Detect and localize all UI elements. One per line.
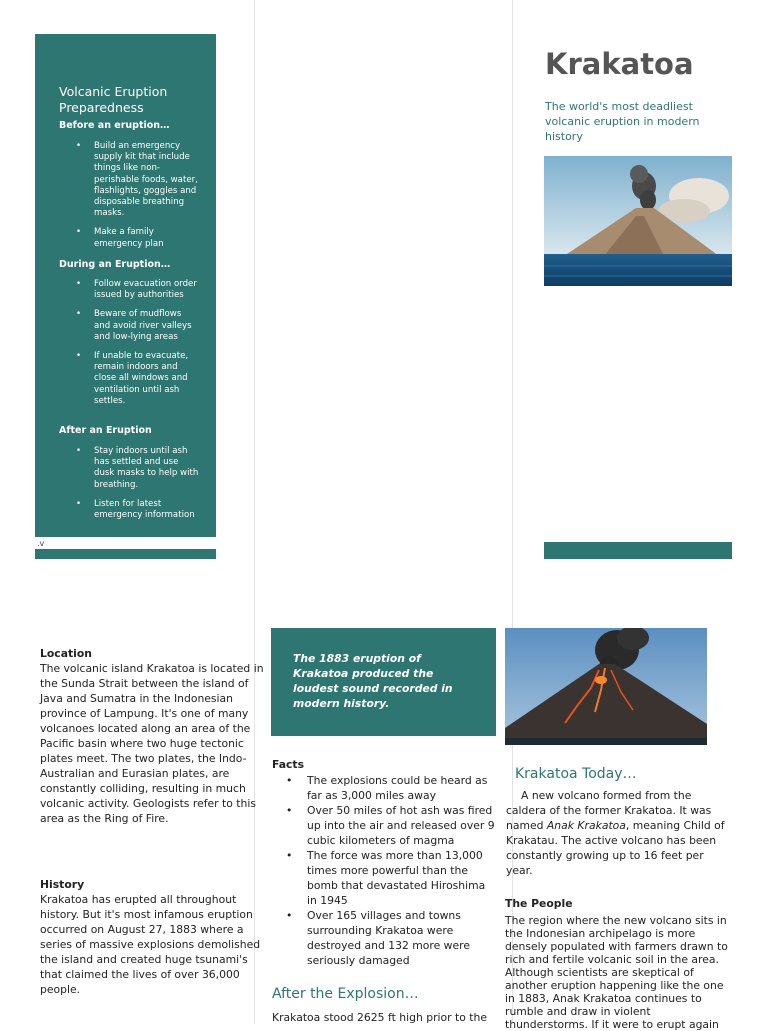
today-text-start: A new volcano formed from the caldera of the former Krakatoa. It was named: [506, 789, 712, 832]
list-item: • The force was more than 13,000 times more powerful than the bomb that devastated Hiroshima in 1945: [272, 848, 498, 908]
location-section: [40, 646, 266, 826]
today-volcano-name: Anak Krakatoa: [546, 819, 626, 832]
list-item: • Over 50 miles of hot ash was fired up into the air and released over 9 cubic kilometers of magma: [272, 803, 498, 848]
people-heading: The People: [505, 897, 573, 910]
stray-text-mark: .v: [37, 539, 45, 548]
list-item: • Stay indoors until ash has settled and use dusk masks to help with breathing.: [94, 446, 200, 491]
quote-callout: [271, 628, 496, 736]
decorative-strip: [544, 542, 732, 559]
after-eruption-list: [94, 446, 200, 529]
preparedness-panel: [35, 34, 216, 537]
krakatoa-today-text: [506, 788, 728, 878]
krakatoa-today-heading: Krakatoa Today…: [515, 766, 637, 782]
list-item: • The explosions could be heard as far as 3,000 miles away: [272, 773, 498, 803]
page-subtitle: The world's most deadliest volcanic eruption in modern history: [545, 100, 700, 143]
list-item: • Make a family emergency plan: [94, 227, 200, 249]
today-text-end: , meaning Child of Krakatau. The active volcano has been constantly growing up to 16 feet per year.: [506, 819, 725, 877]
list-item: • Follow evacuation order issued by authorities: [94, 279, 200, 301]
quote-text: The 1883 eruption of Krakatoa produced the loudest sound recorded in modern history.: [293, 652, 453, 710]
before-eruption-heading: Before an eruption…: [59, 120, 170, 131]
after-explosion-heading: After the Explosion…: [272, 986, 419, 1002]
list-item: • Build an emergency supply kit that include things like non-perishable foods, water, flashlights, goggles and disposable breathing masks.: [94, 141, 200, 219]
volcano-eruption-photo: [544, 156, 732, 286]
location-heading: Location: [40, 647, 92, 660]
list-item: • Beware of mudflows and avoid river valleys and low-lying areas: [94, 309, 200, 343]
anak-krakatoa-photo: [505, 628, 707, 745]
history-heading: History: [40, 878, 85, 891]
list-item: • Listen for latest emergency information: [94, 499, 200, 521]
list-item: • Over 165 villages and towns surrounding Krakatoa were destroyed and 132 more were seriously damaged: [272, 908, 498, 968]
preparedness-title: Volcanic Eruption Preparedness: [59, 84, 168, 115]
during-eruption-list: [94, 279, 200, 415]
decorative-strip: [35, 549, 216, 559]
during-eruption-heading: During an Eruption…: [59, 259, 171, 270]
facts-list: [272, 773, 498, 968]
after-explosion-text: Krakatoa stood 2625 ft high prior to the: [272, 1011, 487, 1024]
people-text: The region where the new volcano sits in the Indonesian archipelago is more densely populated with farmers drawn to rich and fertile volcanic soil in the area. Although scientists are skeptical of another eruption happening like the one in 1883, Anak Krakatoa continues to rumble and draw in violent thunderstorms. If it were to erupt again: [505, 914, 728, 1031]
facts-heading: Facts: [272, 758, 305, 771]
history-section: [40, 877, 262, 997]
list-item: • If unable to evacuate, remain indoors and close all windows and ventilation until ash settles.: [94, 351, 200, 407]
page-fold-line: [254, 0, 255, 1024]
people-section: [505, 896, 731, 1031]
history-text: Krakatoa has erupted all throughout history. But it's most infamous eruption occurred on August 27, 1883 where a series of massive explosions demolished the island and created huge tsunami's that claimed the lives of over 36,000 people.: [40, 893, 261, 996]
after-eruption-heading: After an Eruption: [59, 425, 152, 436]
before-eruption-list: [94, 141, 200, 258]
page-title: Krakatoa: [545, 47, 694, 81]
location-text: The volcanic island Krakatoa is located in the Sunda Strait between the island of Java and Sumatra in the Indonesian province of Lampung. It's one of many volcanoes located along an area of the Pacific basin where two huge tectonic plates meet. The two plates, the Indo-Australian and Eurasian plates, are constantly colliding, resulting in much volcanic activity. Geologists refer to this area as the Ring of Fire.: [40, 662, 264, 825]
